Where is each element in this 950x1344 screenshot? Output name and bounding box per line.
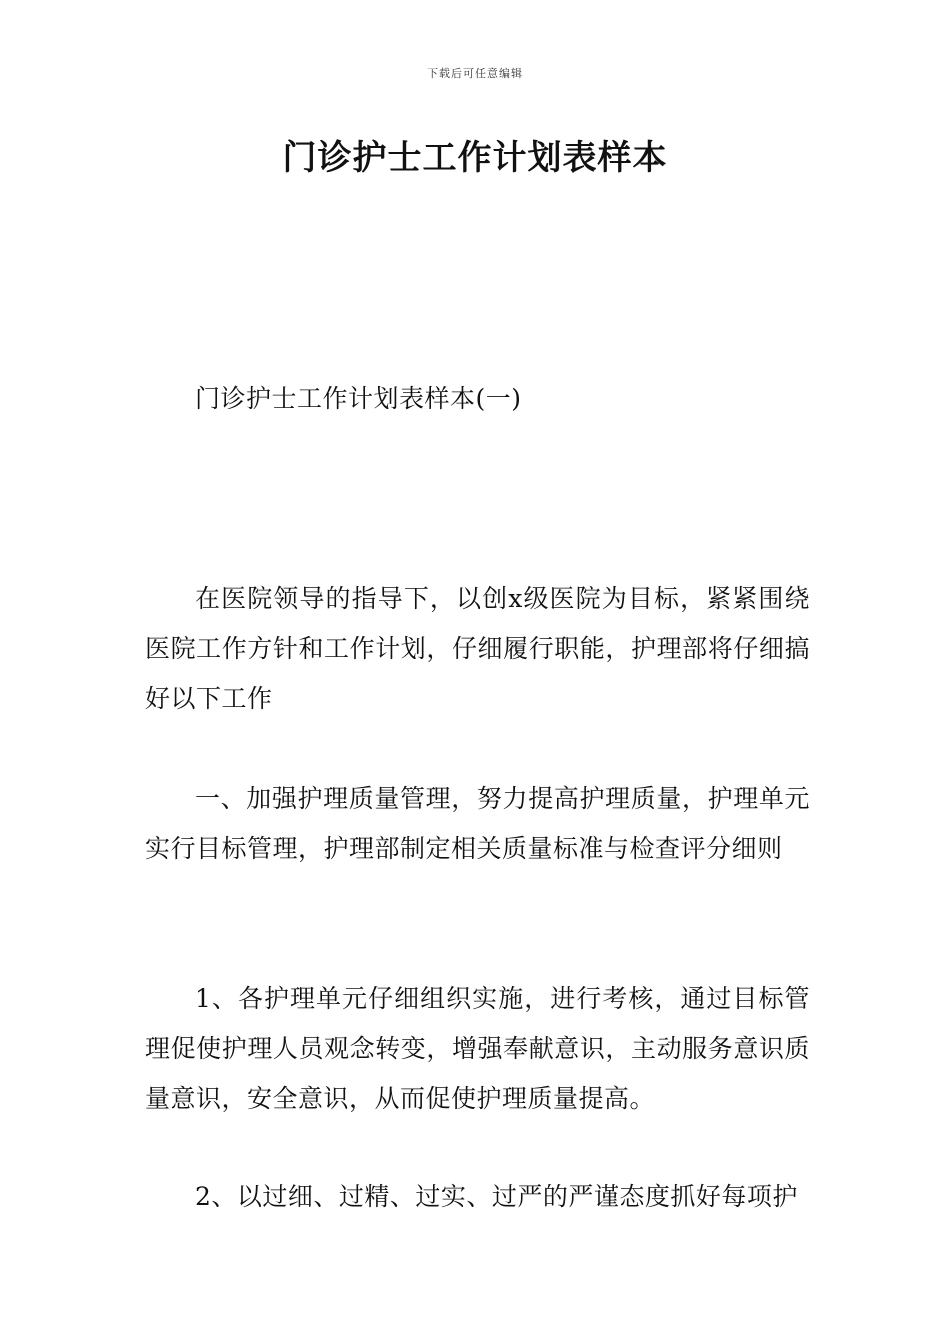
document-title: 门诊护士工作计划表样本 [282,138,668,178]
item-one-paragraph: 1、各护理单元仔细组织实施，进行考核，通过目标管理促使护理人员观念转变，增强奉献意识，主动服务意识质量意识，安全意识，从而促使护理质量提高。 [145,984,810,1113]
header-note: 下载后可任意编辑 [427,67,523,80]
section-one-paragraph: 一、加强护理质量管理，努力提高护理质量，护理单元实行目标管理，护理部制定相关质量标准与检查评分细则 [145,784,810,863]
subtitle-paragraph: 门诊护士工作计划表样本(一) [195,384,522,413]
intro-paragraph: 在医院领导的指导下，以创x级医院为目标，紧紧围绕医院工作方针和工作计划，仔细履行职能，护理部将仔细搞好以下工作 [145,584,810,713]
item-two-paragraph: 2、以过细、过精、过实、过严的严谨态度抓好每项护 [195,1182,798,1211]
